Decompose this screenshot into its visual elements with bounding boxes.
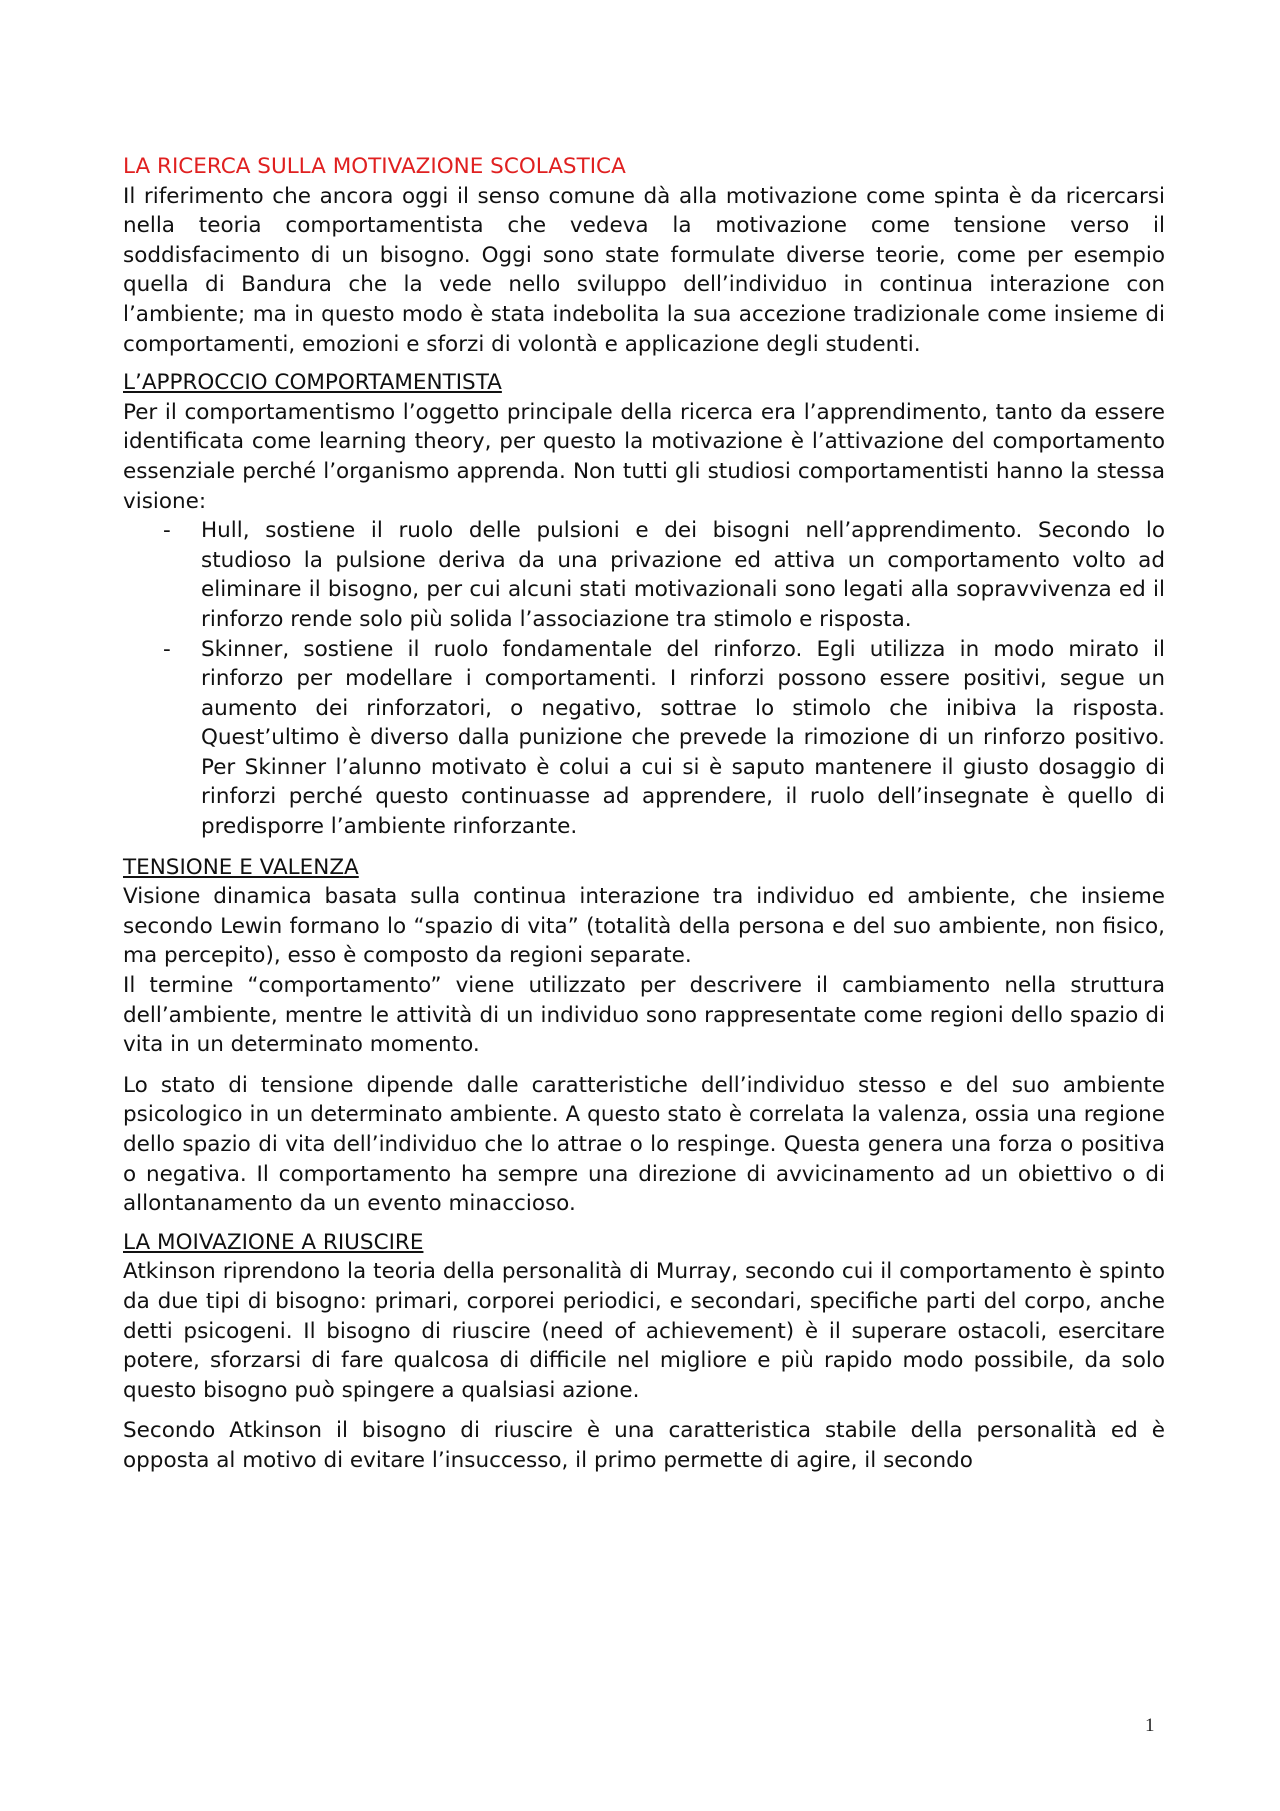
bullet-dash: - [163, 518, 171, 544]
intro-paragraph: Il riferimento che ancora oggi il senso comune dà alla motivazione come spinta è da ricercarsi nella teoria comportamentista che vedeva la motivazione come tensione verso il soddisfacimento di un bisogno. Oggi sono state formulate diverse teorie, come per esempio quella di Bandura che la vede nello sviluppo dell’individuo in continua interazione con l’ambiente; ma in questo modo è stata indebolita la sua accezione tradizionale come insieme di comportamenti, emozioni e sforzi di volontà e applicazione degli studenti. [123, 183, 1165, 357]
list-item-text: Skinner, sostiene il ruolo fondamentale del rinforzo. Egli utilizza in modo mirato il rinforzo per modellare i comportamenti. I rinforzi possono essere positivi, segue un aumento dei rinforzatori, o negativo, sottrae lo stimolo che inibiva la risposta. Quest’ultimo è diverso dalla punizione che prevede la rimozione di un rinforzo positivo. Per Skinner l’alunno motivato è colui a cui si è saputo mantenere il giusto dosaggio di rinforzi perché questo continuasse ad apprendere, il ruolo dell’insegnate è quello di predisporre l’ambiente rinforzante. [201, 636, 1165, 840]
section-paragraph: Il termine “comportamento” viene utilizzato per descrivere il cambiamento nella struttura dell’ambiente, mentre le attività di un individuo sono rappresentate come regioni dello spazio di vita in un determinato momento. [123, 973, 1165, 1058]
section-paragraph: Lo stato di tensione dipende dalle caratteristiche dell’individuo stesso e del suo ambiente psicologico in un determinato ambiente. A questo stato è correlata la valenza, ossia una regione dello spazio di vita dell’individuo che lo attrae o lo respinge. Questa genera una forza o positiva o negativa. Il comportamento ha sempre una direzione di avvicinamento ad un obiettivo o di allontanamento da un evento minaccioso. [123, 1072, 1165, 1217]
section-paragraph: Visione dinamica basata sulla continua interazione tra individuo ed ambiente, che insieme secondo Lewin formano lo “spazio di vita” (totalità della persona e del suo ambiente, non fisico, ma percepito), esso è composto da regioni separate. [123, 884, 1165, 969]
document-page [123, 152, 1165, 1476]
section-heading-tensione: TENSIONE E VALENZA [123, 854, 359, 880]
page-number: 1 [1145, 1715, 1155, 1736]
section-paragraph: Atkinson riprendono la teoria della personalità di Murray, secondo cui il comportamento è spinto da due tipi di bisogno: primari, corporei periodici, e secondari, specifiche parti del corpo, anche detti psicogeni. Il bisogno di riuscire (need of achievement) è il superare ostacoli, esercitare potere, sforzarsi di fare qualcosa di difficile nel migliore e più rapido modo possibile, da solo questo bisogno può spingere a qualsiasi azione. [123, 1259, 1165, 1403]
section-heading-approccio: L’APPROCCIO COMPORTAMENTISTA [123, 370, 502, 396]
section-paragraph: Secondo Atkinson il bisogno di riuscire è una caratteristica stabile della personalità ed è opposta al motivo di evitare l’insuccesso, il primo permette di agire, il secondo [123, 1418, 1165, 1473]
list-item [123, 516, 1165, 634]
list-item-text: Hull, sostiene il ruolo delle pulsioni e dei bisogni nell’apprendimento. Secondo lo studioso la pulsione deriva da una privazione ed attiva un comportamento volto ad eliminare il bisogno, per cui alcuni stati motivazionali sono legati alla sopravvivenza ed il rinforzo rende solo più solida l’associazione tra stimolo e risposta. [201, 518, 1165, 632]
bullet-list [123, 516, 1165, 842]
section-heading-riuscire: LA MOIVAZIONE A RIUSCIRE [123, 1229, 424, 1255]
document-title: LA RICERCA SULLA MOTIVAZIONE SCOLASTICA [123, 154, 626, 179]
section-paragraph: Per il comportamentismo l’oggetto principale della ricerca era l’apprendimento, tanto da essere identificata come learning theory, per questo la motivazione è l’attivazione del comportamento essenziale perché l’organismo apprenda. Non tutti gli studiosi comportamentisti hanno la stessa visione: [123, 399, 1165, 514]
bullet-dash: - [163, 636, 171, 662]
list-item [123, 635, 1165, 842]
